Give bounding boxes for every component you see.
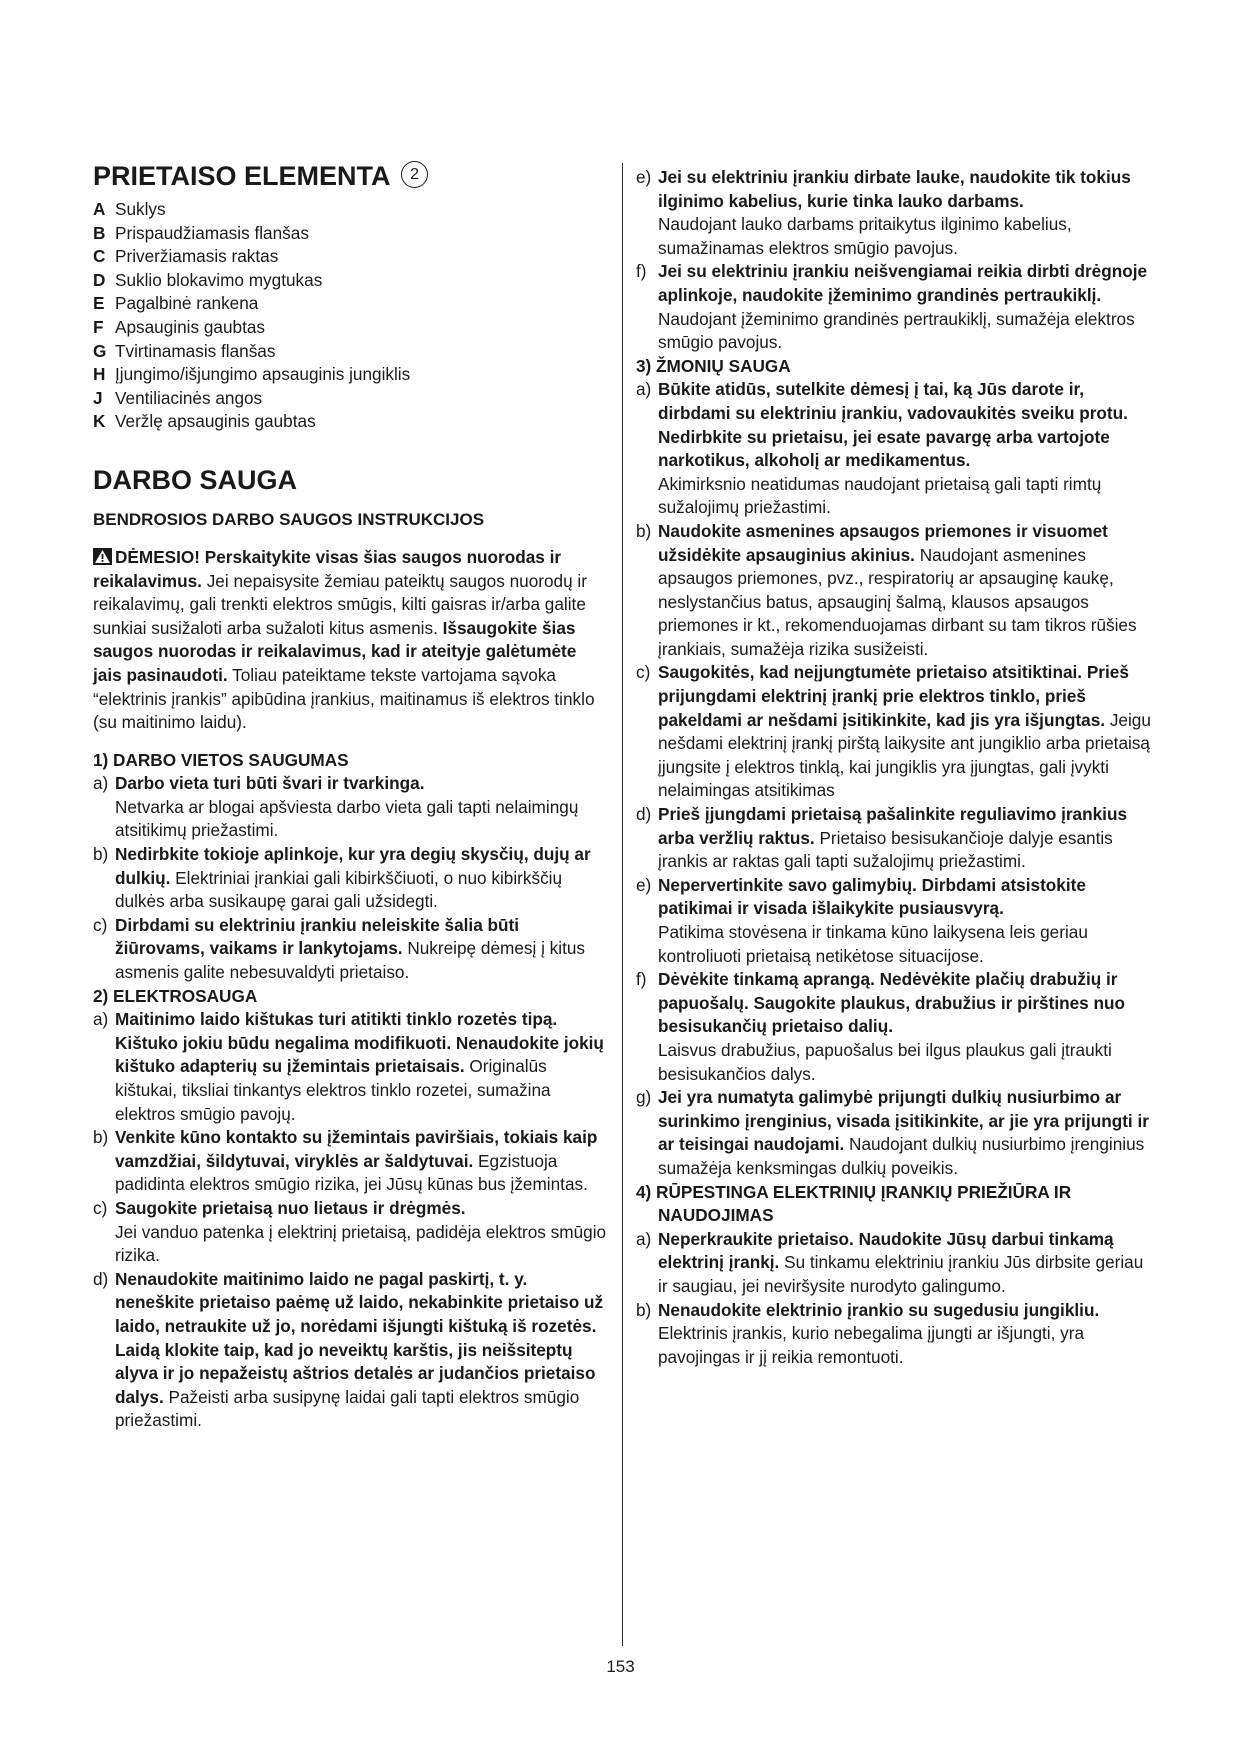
safety-item: a) Neperkraukite prietaiso. Naudokite Jūsų darbui tinkamą elektrinį įrankį. Su tinkamu elektriniu įrankiu Jūs dirbsite geriau ir saugiau, jei neviršysite nurodyto galingumo. <box>636 1228 1144 1296</box>
part-item: B Prispaudžiamasis flanšas <box>93 222 309 243</box>
safety-item: a) Maitinimo laido kištukas turi atitikti tinklo rozetės tipą. Kištuko jokiu būdu negalima modifikuoti. Nenaudokite jokių kištuko adapterių su įžemintais prietaisais. Originalūs kištukai, tiksliai tinkantys elektros tinklo rozetei, sumažina elektros smūgio pavojų. <box>93 1009 604 1124</box>
group-heading-tool-care: 4) RŪPESTINGA ELEKTRINIŲ ĮRANKIŲ PRIEŽIŪRA IR NAUDOJIMAS <box>636 1181 1072 1226</box>
warning-icon <box>93 548 112 565</box>
section-title-elements: PRIETAISO ELEMENTA 2 <box>93 160 608 192</box>
part-item: D Suklio blokavimo mygtukas <box>93 269 323 290</box>
part-item: H Įjungimo/išjungimo apsauginis jungiklis <box>93 364 411 385</box>
part-item: K Veržlę apsauginis gaubtas <box>93 411 316 432</box>
column-divider <box>622 163 623 1646</box>
left-column <box>93 160 608 1433</box>
part-item: C Priveržiamasis raktas <box>93 246 279 267</box>
safety-item: a) Darbo vieta turi būti švari ir tvarkinga. Netvarka ar blogai apšviesta darbo vieta gali tapti nelaimingų atsitikimų priežastimi. <box>93 773 579 841</box>
safety-item: c) Saugokite prietaisą nuo lietaus ir drėgmės. Jei vanduo patenka į elektrinį prietaisą, padidėja elektros smūgio rizika. <box>93 1197 607 1266</box>
part-item: F Apsauginis gaubtas <box>93 316 266 337</box>
safety-item: c) Dirbdami su elektriniu įrankiu neleiskite šalia būti žiūrovams, vaikams ir lankytojams. Nukreipę dėmesį į kitus asmenis galite nebesuvaldyti prietaiso. <box>93 914 586 983</box>
part-item: J Ventiliacinės angos <box>93 387 263 408</box>
safety-item: c) Saugokitės, kad neįjungtumėte prietaiso atsitiktinai. Prieš prijungdami elektrinį įrankį prie elektros tinklo, prieš pakeldami ar nešdami įsitikinkite, kad jis yra išjungtas. Jeigu nešdami elektrinį įrankį pirštą laikysite ant jungiklio arba prietaisą įjungsite į elektros tinklą, kai jungiklis yra įjungtas, gali įvykti nelaimingas atsitikimas <box>636 662 1151 801</box>
safety-item: e) Nepervertinkite savo galimybių. Dirbdami atsistokite patikimai ir visada išlaikykite pusiausvyrą. Patikima stovėsena ir tinkama kūno laikysena leis geriau kontroliuoti prietaisą netikėtose situacijose. <box>636 874 1088 966</box>
part-item: E Pagalbinė rankena <box>93 293 259 314</box>
safety-item: b) Nedirbkite tokioje aplinkoje, kur yra degių skysčių, dujų ar dulkių. Elektriniai įrankiai gali kibirkščiuoti, o nuo kibirkščių dulkės arba susikaupę garai gali užsidegti. <box>93 844 591 912</box>
parts-list <box>93 198 608 434</box>
safety-item: b) Naudokite asmenines apsaugos priemones ir visuomet užsidėkite apsauginius akinius. Naudojant asmenines apsaugos priemones, pvz., respiratorių ar apsauginę kaukę, neslystančius batus, apsauginį šalmą, klausos apsaugos priemones ir kt., rekomenduojamas dirbant su tam tikros rūšies įrankiais, sumažėja rizika susižeisti. <box>636 520 1137 659</box>
safety-item: d) Nenaudokite maitinimo laido ne pagal paskirtį, t. y. neneškite prietaiso paėmę už laido, nekabinkite prietaiso už laido, netraukite už jo, norėdami išjungti kištuką iš rozetės. Laidą klokite taip, kad jo neveiktų karštis, jis neišsiteptų alyva ir jo nepažeistų aštrios detalės ar judančios prietaiso dalys. Pažeisti arba susipynę laidai gali tapti elektros smūgio priežastimi. <box>93 1268 604 1431</box>
part-item: A Suklys <box>93 199 166 219</box>
figure-reference: 2 <box>401 161 428 188</box>
part-item: G Tvirtinamasis flanšas <box>93 340 276 361</box>
safety-item: a) Būkite atidūs, sutelkite dėmesį į tai, ką Jūs darote ir, dirbdami su elektriniu įrankiu, vadovaukitės sveiku protu. Nedirbkite su prietaisu, jei esate pavargę arba vartojote narkotikus, alkoholį ar medikamentus. Akimirksnio neatidumas naudojant prietaisą gali tapti rimtų sužalojimų priežastimi. <box>636 379 1128 518</box>
safety-item: d) Prieš įjungdami prietaisą pašalinkite reguliavimo įrankius arba veržlių raktus. Prietaiso besisukančioje dalyje esantis įrankis ar raktas gali tapti sužalojimų priežastimi. <box>636 804 1128 872</box>
warning-paragraph: DĖMESIO! Perskaitykite visas šias saugos nuorodas ir reikalavimus. Jei nepaisysite žemiau pateiktų saugos nuorodų ir reikalavimų, gali trenkti elektros smūgis, kilti gaisras ir/arba galite sunkiai susižaloti arba sužaloti kitus asmenis. Išsaugokite šias saugos nuorodas ir reikalavimus, kad ir ateityje galėtumėte jais pasinaudoti. Toliau pateiktame tekste vartojama sąvoka “elektrinis įrankis” apibūdina įrankius, maitinamus iš elektros tinklo (su maitinimo laidu). <box>93 546 595 733</box>
safety-item: b) Venkite kūno kontakto su įžemintais paviršiais, tokiais kaip vamzdžiai, šildytuvai, viryklės ar šaldytuvai. Egzistuoja padidinta elektros smūgio rizika, jei Jūsų kūnas bus įžemintas. <box>93 1127 598 1195</box>
page-number: 153 <box>606 1657 635 1676</box>
safety-item: f) Jei su elektriniu įrankiu neišvengiamai reikia dirbti drėgnoje aplinkoje, naudokite įžeminimo grandinės pertraukiklį. Naudojant įžeminimo grandinės pertraukiklį, sumažėja elektros smūgio pavojus. <box>636 261 1148 353</box>
right-column <box>636 166 1156 1369</box>
safety-item: e) Jei su elektriniu įrankiu dirbate lauke, naudokite tik tokius ilginimo kabelius, kurie tinka lauko darbams. Naudojant lauko darbams pritaikytus ilginimo kabelius, sumažinamas elektros smūgio pavojus. <box>636 167 1131 258</box>
section-title-safety: DARBO SAUGA <box>93 464 298 495</box>
safety-item: g) Jei yra numatyta galimybė prijungti dulkių nusiurbimo ar surinkimo įrenginius, visada įsitikinkite, ar jie yra prijungti ir ar teisingai naudojami. Naudojant dulkių nusiurbimo įrenginius sumažėja kenksmingas dulkių poveikis. <box>636 1087 1149 1178</box>
group-heading-workplace: 1) DARBO VIETOS SAUGUMAS <box>93 749 349 770</box>
group-heading-electrical: 2) ELEKTROSAUGA <box>93 985 258 1006</box>
group-heading-personal: 3) ŽMONIŲ SAUGA <box>636 355 791 376</box>
safety-item: b) Nenaudokite elektrinio įrankio su sugedusiu jungikliu. Elektrinis įrankis, kurio nebegalima įjungti ar išjungti, yra pavojingas ir jį reikia remontuoti. <box>636 1299 1100 1367</box>
general-instructions-heading: BENDROSIOS DARBO SAUGOS INSTRUKCIJOS <box>93 509 485 529</box>
safety-item: f) Dėvėkite tinkamą aprangą. Nedėvėkite plačių drabužių ir papuošalų. Saugokite plaukus, drabužius ir pirštines nuo besisukančių prietaiso dalių. Laisvus drabužius, papuošalus bei ilgus plaukus gali įtraukti besisukančios dalys. <box>636 969 1125 1084</box>
